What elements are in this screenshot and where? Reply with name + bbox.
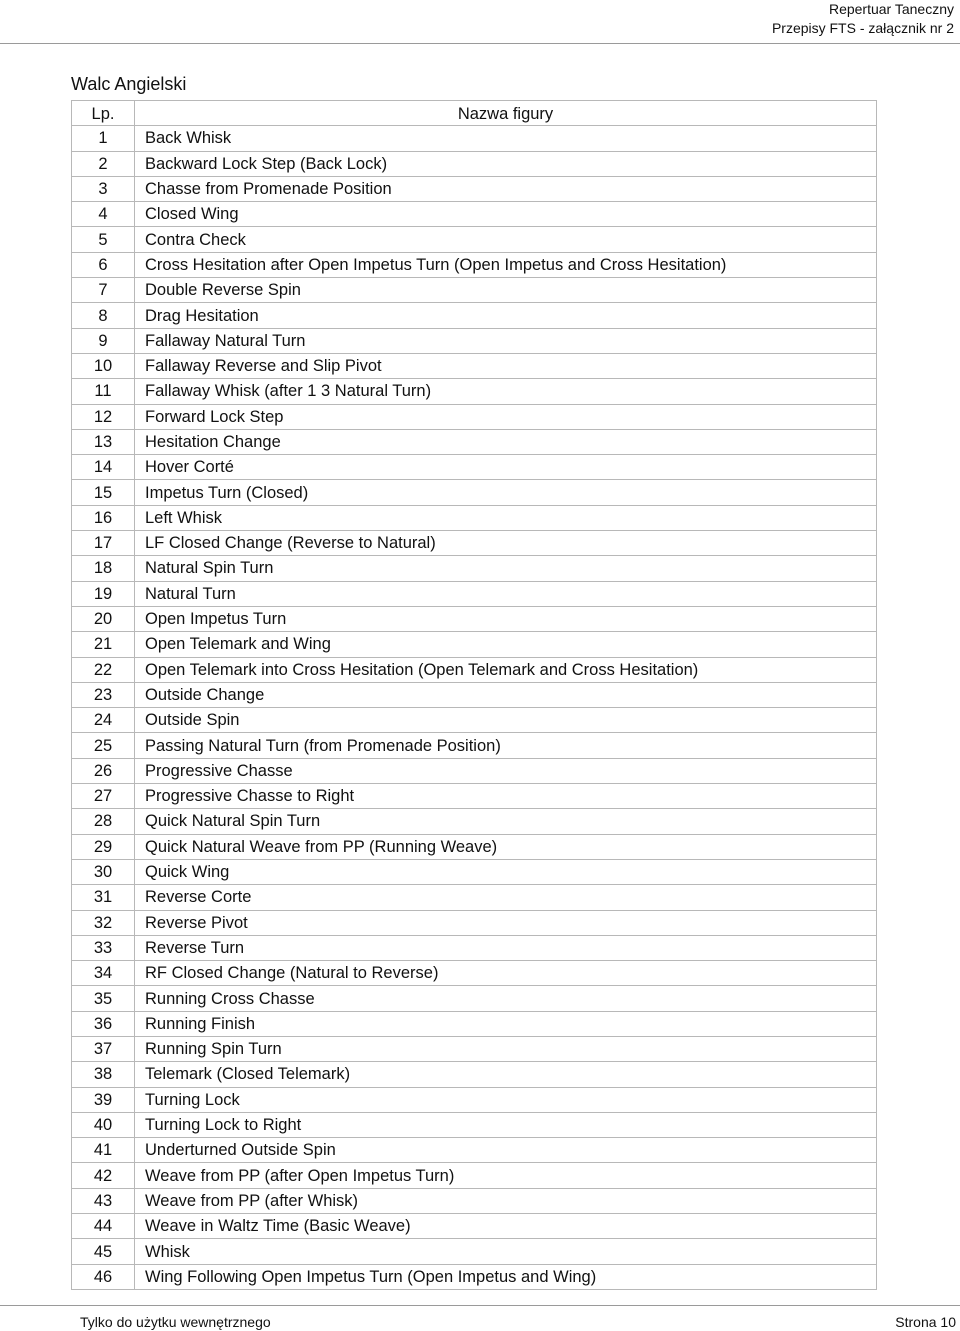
row-number: 18 [72,556,135,581]
row-number: 19 [72,581,135,606]
table-row [72,784,877,809]
row-number: 37 [72,1036,135,1061]
figure-name: Chasse from Promenade Position [135,176,877,201]
figure-name: Progressive Chasse to Right [135,784,877,809]
table-row [72,1163,877,1188]
table-row [72,1112,877,1137]
table-row [72,809,877,834]
figure-name: Outside Spin [135,708,877,733]
row-number: 42 [72,1163,135,1188]
row-number: 46 [72,1264,135,1289]
figure-name: Progressive Chasse [135,758,877,783]
row-number: 38 [72,1062,135,1087]
row-number: 25 [72,733,135,758]
figure-name: Natural Spin Turn [135,556,877,581]
figure-name: Turning Lock [135,1087,877,1112]
figure-name: Fallaway Natural Turn [135,328,877,353]
page-number: Strona 10 [895,1314,956,1330]
table-row [72,328,877,353]
figure-name: Open Impetus Turn [135,606,877,631]
row-number: 31 [72,885,135,910]
table-row [72,961,877,986]
figure-name: Backward Lock Step (Back Lock) [135,151,877,176]
table-row [72,1036,877,1061]
figure-name: Double Reverse Spin [135,278,877,303]
table-row [72,353,877,378]
figure-name: Quick Natural Weave from PP (Running Weave) [135,834,877,859]
table-row [72,126,877,151]
table-row [72,505,877,530]
table-row [72,531,877,556]
figure-name: Open Telemark and Wing [135,632,877,657]
figure-name: Quick Natural Spin Turn [135,809,877,834]
table-row [72,1239,877,1264]
table-row [72,1264,877,1289]
row-number: 22 [72,657,135,682]
row-number: 2 [72,151,135,176]
row-number: 20 [72,606,135,631]
row-number: 39 [72,1087,135,1112]
row-number: 30 [72,859,135,884]
figure-name: Closed Wing [135,202,877,227]
figure-name: Weave in Waltz Time (Basic Weave) [135,1214,877,1239]
figure-name: Open Telemark into Cross Hesitation (Open Telemark and Cross Hesitation) [135,657,877,682]
figure-name: Reverse Corte [135,885,877,910]
figure-name: Fallaway Reverse and Slip Pivot [135,353,877,378]
table-row [72,1062,877,1087]
footer-divider [0,1305,960,1306]
figure-name: Left Whisk [135,505,877,530]
section-title: Walc Angielski [71,74,187,94]
figure-name: Contra Check [135,227,877,252]
figure-name: Running Spin Turn [135,1036,877,1061]
figure-name: Reverse Pivot [135,910,877,935]
header-title: Repertuar Taneczny [828,1,954,17]
row-number: 34 [72,961,135,986]
table-row [72,455,877,480]
table-row [72,252,877,277]
row-number: 29 [72,834,135,859]
table-row [72,227,877,252]
figure-name: Forward Lock Step [135,404,877,429]
table-row [72,986,877,1011]
table-header-row [72,101,877,126]
table-row [72,581,877,606]
figure-name: Quick Wing [135,859,877,884]
row-number: 33 [72,935,135,960]
table-row [72,1188,877,1213]
table-row [72,834,877,859]
table-row [72,480,877,505]
figure-name: Hesitation Change [135,429,877,454]
figure-name: Whisk [135,1239,877,1264]
row-number: 32 [72,910,135,935]
row-number: 9 [72,328,135,353]
figure-name: Running Finish [135,1011,877,1036]
figure-name: Fallaway Whisk (after 1 3 Natural Turn) [135,379,877,404]
table-row [72,1011,877,1036]
row-number: 16 [72,505,135,530]
figure-name: Drag Hesitation [135,303,877,328]
row-number: 15 [72,480,135,505]
figure-name: Weave from PP (after Whisk) [135,1188,877,1213]
figure-name: Impetus Turn (Closed) [135,480,877,505]
table-row [72,176,877,201]
row-number: 43 [72,1188,135,1213]
table-row [72,1214,877,1239]
figure-name: Running Cross Chasse [135,986,877,1011]
row-number: 26 [72,758,135,783]
table-row [72,278,877,303]
table-row [72,657,877,682]
row-number: 4 [72,202,135,227]
row-number: 14 [72,455,135,480]
row-number: 41 [72,1138,135,1163]
row-number: 27 [72,784,135,809]
figures-table [71,100,877,1290]
row-number: 36 [72,1011,135,1036]
table-row [72,556,877,581]
table-row [72,606,877,631]
table-row [72,429,877,454]
figure-name: Wing Following Open Impetus Turn (Open Impetus and Wing) [135,1264,877,1289]
figure-name: Reverse Turn [135,935,877,960]
figure-name: Weave from PP (after Open Impetus Turn) [135,1163,877,1188]
figure-name: Hover Corté [135,455,877,480]
table-row [72,758,877,783]
table-row [72,1138,877,1163]
row-number: 3 [72,176,135,201]
row-number: 24 [72,708,135,733]
column-header-lp: Lp. [72,101,135,126]
row-number: 13 [72,429,135,454]
figure-name: Passing Natural Turn (from Promenade Position) [135,733,877,758]
figure-name: Turning Lock to Right [135,1112,877,1137]
figure-name: LF Closed Change (Reverse to Natural) [135,531,877,556]
row-number: 35 [72,986,135,1011]
table-row [72,708,877,733]
figure-name: Back Whisk [135,126,877,151]
row-number: 10 [72,353,135,378]
table-row [72,910,877,935]
table-row [72,632,877,657]
page-header [772,0,954,38]
table-row [72,733,877,758]
row-number: 21 [72,632,135,657]
column-header-name: Nazwa figury [135,101,877,126]
table-row [72,935,877,960]
header-subtitle: Przepisy FTS - załącznik nr 2 [771,20,954,36]
figure-name: Outside Change [135,682,877,707]
table-row [72,1087,877,1112]
table-row [72,151,877,176]
header-divider [0,43,960,44]
table-row [72,885,877,910]
row-number: 12 [72,404,135,429]
row-number: 11 [72,379,135,404]
figure-name: Cross Hesitation after Open Impetus Turn (Open Impetus and Cross Hesitation) [135,252,877,277]
table-row [72,859,877,884]
figure-name: RF Closed Change (Natural to Reverse) [135,961,877,986]
figure-name: Natural Turn [135,581,877,606]
row-number: 17 [72,531,135,556]
figures-table-body [72,126,877,1290]
row-number: 44 [72,1214,135,1239]
table-row [72,202,877,227]
row-number: 28 [72,809,135,834]
table-row [72,682,877,707]
footer-note: Tylko do użytku wewnętrznego [80,1314,271,1330]
figure-name: Underturned Outside Spin [135,1138,877,1163]
table-row [72,303,877,328]
row-number: 40 [72,1112,135,1137]
row-number: 45 [72,1239,135,1264]
row-number: 6 [72,252,135,277]
row-number: 5 [72,227,135,252]
row-number: 23 [72,682,135,707]
row-number: 7 [72,278,135,303]
figure-name: Telemark (Closed Telemark) [135,1062,877,1087]
table-row [72,404,877,429]
table-row [72,379,877,404]
row-number: 1 [72,126,135,151]
row-number: 8 [72,303,135,328]
